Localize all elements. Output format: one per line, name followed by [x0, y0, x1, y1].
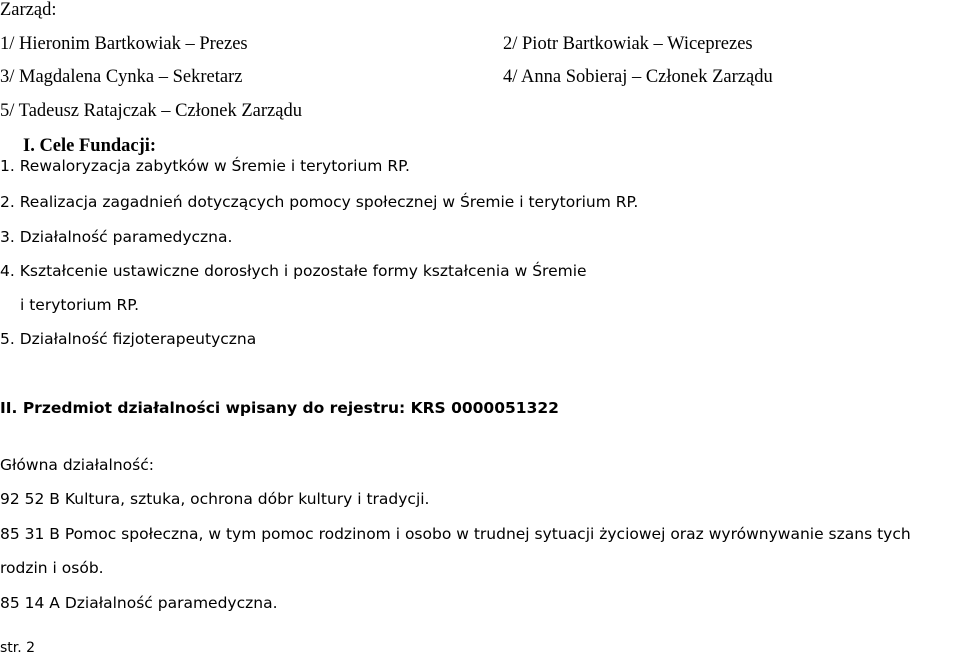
board-member-5: 5/ Tadeusz Ratajczak – Członek Zarządu	[0, 101, 302, 121]
activity-line-3: 85 14 A Działalność paramedyczna.	[0, 594, 278, 612]
board-member-1: 1/ Hieronim Bartkowiak – Prezes	[0, 34, 248, 54]
goal-item-3: 3. Działalność paramedyczna.	[0, 228, 233, 246]
board-heading: Zarząd:	[0, 0, 57, 20]
activity-line-2-continuation: rodzin i osób.	[0, 559, 104, 577]
board-member-3: 3/ Magdalena Cynka – Sekretarz	[0, 67, 243, 87]
goal-item-5: 5. Działalność fizjoterapeutyczna	[0, 330, 257, 348]
board-member-4: 4/ Anna Sobieraj – Członek Zarządu	[503, 67, 773, 87]
goal-item-1: 1. Rewaloryzacja zabytków w Śremie i terytorium RP.	[0, 157, 410, 175]
activities-heading: II. Przedmiot działalności wpisany do rejestru: KRS 0000051322	[0, 399, 559, 417]
main-activity-label: Główna działalność:	[0, 456, 154, 474]
activity-line-2: 85 31 B Pomoc społeczna, w tym pomoc rodzinom i osobo w trudnej sytuacji życiowej oraz wyrównywanie szans tych	[0, 525, 911, 543]
goal-item-4: 4. Kształcenie ustawiczne dorosłych i pozostałe formy kształcenia w Śremie	[0, 262, 587, 280]
goal-item-2: 2. Realizacja zagadnień dotyczących pomocy społecznej w Śremie i terytorium RP.	[0, 193, 639, 211]
activity-line-1: 92 52 B Kultura, sztuka, ochrona dóbr kultury i tradycji.	[0, 490, 430, 508]
page-number: str. 2	[0, 640, 36, 656]
board-member-2: 2/ Piotr Bartkowiak – Wiceprezes	[503, 34, 753, 54]
goal-item-4-continuation: i terytorium RP.	[20, 296, 140, 314]
goals-heading: I. Cele Fundacji:	[23, 136, 157, 156]
